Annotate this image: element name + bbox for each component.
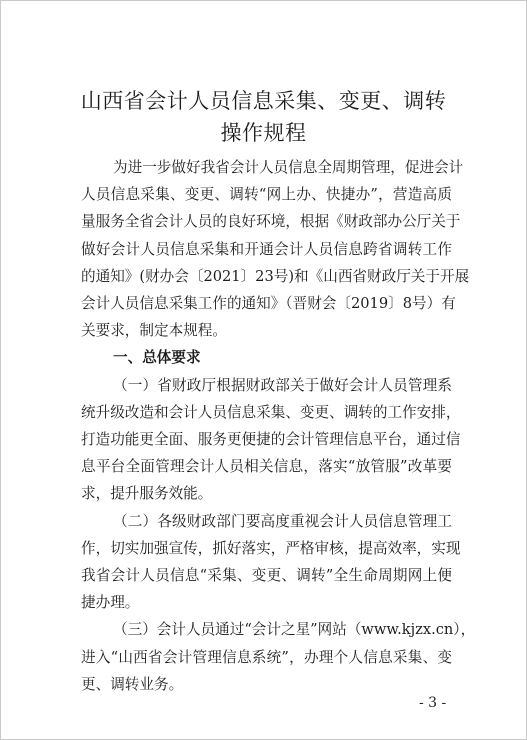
document-title-line-1: 山西省会计人员信息采集、变更、调转 (80, 89, 447, 113)
paragraph-line: 的通知》(财办会〔2021〕23号)和《山西省财政厅关于开展 (81, 267, 470, 285)
paragraph-line: 人员信息采集、变更、调转“网上办、快捷办”，营造高质 (81, 186, 452, 204)
paragraph-line: 量服务全省会计人员的良好环境，根据《财政部办公厅关于 (81, 213, 461, 231)
paragraph-line: 统升级改造和会计人员信息采集、变更、调转的工作安排， (81, 403, 461, 421)
paragraph-line: 更、调转业务。 (81, 675, 184, 693)
paragraph-line: 为进一步做好我省会计人员信息全周期管理，促进会计 (113, 159, 464, 176)
section-heading: 一、总体要求 (113, 349, 201, 367)
paragraph-line: 做好会计人员信息采集和开通会计人员信息跨省调转工作 (81, 240, 452, 258)
paragraph-line: 息平台全面管理会计人员相关信息，落实“放管服”改革要 (81, 458, 452, 476)
paragraph-line: 关要求，制定本规程。 (81, 322, 227, 340)
paragraph-line: 作，切实加强宣传，抓好落实，严格审核，提高效率，实现 (81, 539, 461, 557)
paragraph-line: （二）各级财政部门要高度重视会计人员信息管理工 (113, 512, 452, 530)
paragraph-line: 打造功能更全面、服务更便捷的会计管理信息平台，通过信 (81, 431, 461, 448)
paragraph-line: （三）会计人员通过“会计之星”网站（www.kjzx.cn）， (113, 621, 476, 639)
paragraph-line: 求，提升服务效能。 (81, 485, 213, 503)
document-title-line-2: 操作规程 (220, 121, 307, 145)
page-number: - 3 - (419, 695, 447, 711)
paragraph-line: 会计人员信息采集工作的通知》（晋财会〔2019〕8号）有 (81, 295, 456, 312)
paragraph-line: 进入“山西省会计管理信息系统”，办理个人信息采集、变 (81, 648, 452, 666)
paragraph-line: （一）省财政厅根据财政部关于做好会计人员管理系 (113, 376, 452, 394)
paragraph-line: 我省会计人员信息“采集、变更、调转”全生命周期网上便 (81, 567, 452, 584)
paragraph-line: 捷办理。 (81, 594, 140, 612)
